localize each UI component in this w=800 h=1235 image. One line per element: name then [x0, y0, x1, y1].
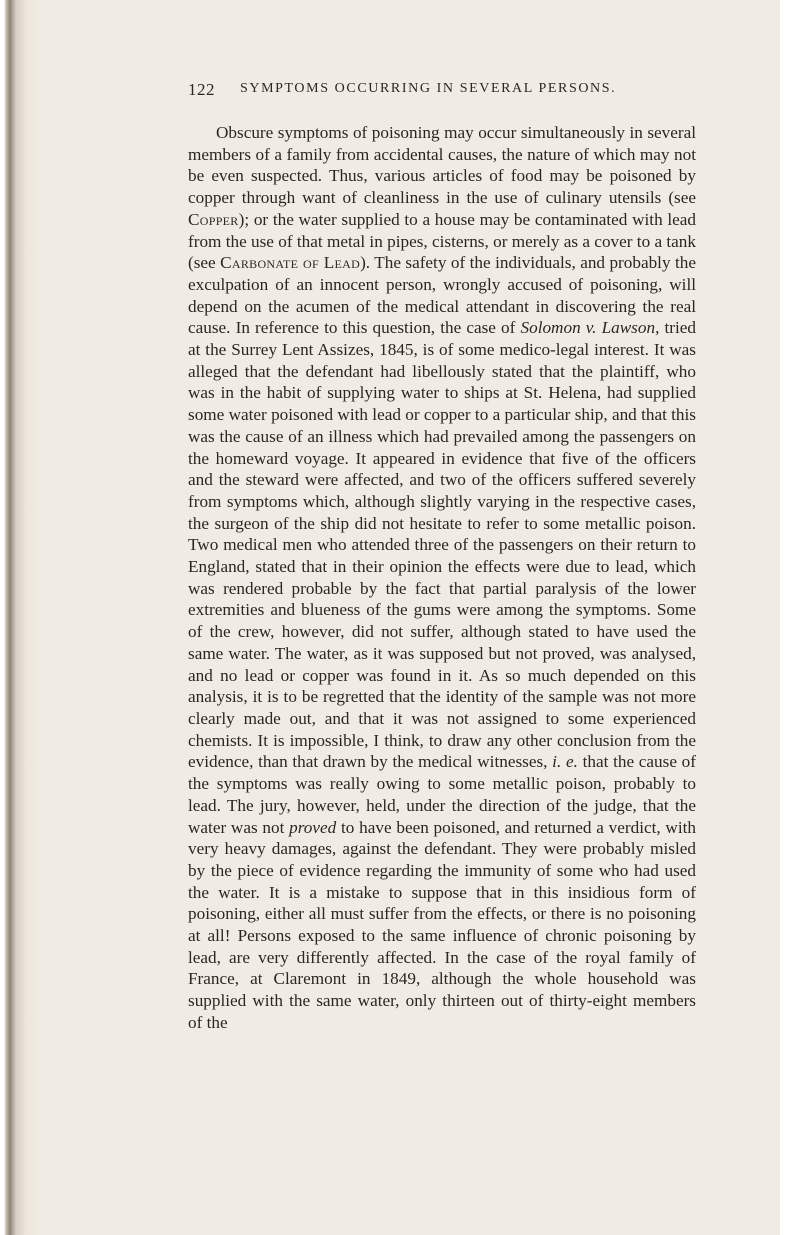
text-segment: , tried at the Surrey Lent Assizes, 1845, is of some medico-legal interest. It was alleged that the defendant had libellously stated that the plaintiff, who was in the habit of supplying water to ships at St. Helena, had supplied some water poisoned with lead or copper to a particular ship, and that this was the cause of an illness which had prevailed among the passengers on the homeward voyage. It appeared in evidence that five of the officers and the steward were affected, and two of the officers suffered severely from symptoms which, although slightly varying in the respective cases, the surgeon of the ship did not hesitate to refer to some metallic poison. Two medical men who attended three of the passengers on their return to England, stated that in their opinion the effects were due to lead, which was rendered probable by the fact that partial paralysis of the lower extremities and blueness of the gums were among the symptoms. Some of the crew, however, did not suffer, although stated to have used the same water. The water, as it was supposed but not proved, was analysed, and no lead or copper was found in it. As so much depended on this analysis, it is to be regretted that the identity of the sample was not more clearly made out, and that it was not assigned to some experienced chemists. It is impossible, I think, to draw any other conclusion from the evidence, than that drawn by the medical witnesses,: [188, 318, 696, 772]
emphasis-proved: proved: [289, 817, 337, 837]
page-header: [188, 80, 696, 106]
text-segment: to have been poisoned, and returned a verdict, with very heavy damages, against the defendant. They were probably misled by the piece of evidence regarding the immunity of some who had used the water. It is a mistake to suppose that in this insidious form of poisoning, either all must suffer from the effects, or there is no poisoning at all! Persons exposed to the same influence of chronic poisoning by lead, are very differently affected. In the case of the royal family of France, at Claremont in 1849, although the whole household was supplied with the same water, only thirteen out of thirty-eight members of the: [188, 817, 696, 1032]
book-binding-edge: [0, 0, 40, 1235]
case-name: Solomon v. Lawson: [520, 318, 656, 338]
page-number: 122: [188, 80, 215, 99]
text-segment: that the cause of the symptoms was really owing to some metallic poison, probably to lead. The jury, however, held, under the direction of the judge, that the water was not: [188, 752, 697, 837]
abbreviation-ie: i. e.: [552, 752, 578, 772]
text-segment: Obscure symptoms of poisoning may occur simultaneously in several members of a family from accidental causes, the nature of which may not be even suspected. Thus, various articles of food may be poisoned by copper through want of cleanliness in the use of culinary utensils (see: [188, 123, 696, 208]
cross-reference-carbonate-of-lead: Carbonate of Lead: [220, 253, 361, 273]
cross-reference-copper: Copper: [188, 209, 239, 229]
running-head: SYMPTOMS OCCURRING IN SEVERAL PERSONS.: [240, 81, 617, 96]
text-segment: ); or the water supplied to a house may be contaminated with lead from the use of that metal in pipes, cisterns, or merely as a cover to a tank (see: [188, 209, 696, 273]
body-paragraph: [188, 122, 696, 1034]
text-segment: ). The safety of the individuals, and probably the exculpation of an innocent person, wrongly accused of poisoning, will depend on the acumen of the medical attendant in discovering the real cause. In reference to this question, the case of: [188, 253, 696, 338]
